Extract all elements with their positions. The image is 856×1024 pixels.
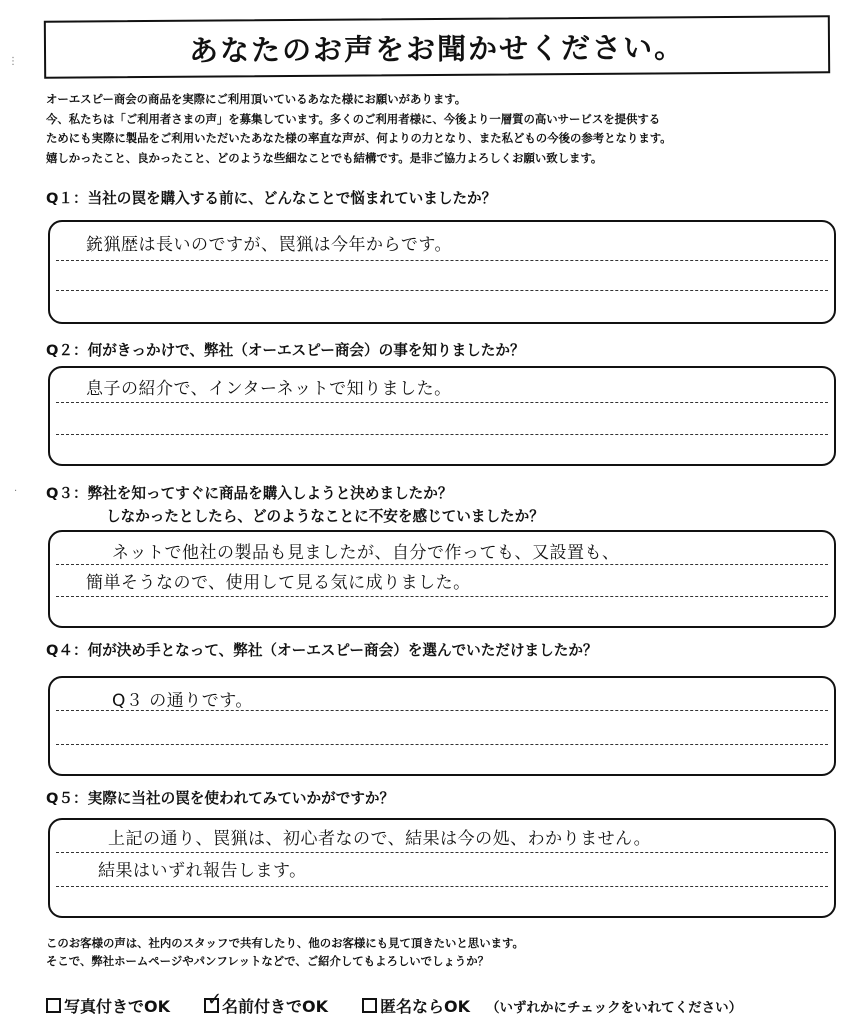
answer-2-text-1: 息子の紹介で、インターネットで知りました。 xyxy=(86,379,452,399)
intro-line: 今、私たちは「ご利用者さまの声」を募集しています。多くのご利用者様に、今後より一層質の高いサービスを提供する xyxy=(46,111,661,126)
answer-3-text-2: 簡単そうなので、使用して見る気に成りました。 xyxy=(86,573,471,593)
page-title: あなたのお声をお聞かせください。 xyxy=(188,29,686,68)
intro-text xyxy=(46,90,836,168)
answer-4-text-1: Q３ の通りです。 xyxy=(112,691,253,711)
answer-1-text-1: 銃猟歴は長いのですが、罠猟は今年からです。 xyxy=(86,235,452,255)
question-1-label: Q１：当社の罠を購入する前に、どんなことで悩まれていましたか？ xyxy=(46,190,497,207)
answer-2-box[interactable] xyxy=(48,366,836,466)
intro-line: 嬉しかったこと、良かったこと、どのような些細なことでも結構です。是非ご協力よろしくお願い致します。 xyxy=(46,150,603,165)
answer-line xyxy=(56,402,828,403)
checkbox-photo[interactable] xyxy=(46,998,61,1013)
answer-line xyxy=(56,434,828,435)
question-3-label-line-2: しなかったとしたら、どのようなことに不安を感じていましたか？ xyxy=(106,508,544,525)
intro-line: ためにも実際に製品をご利用いただいたあなた様の率直な声が、何よりの力となり、また私どもの今後の参考となります。 xyxy=(46,131,672,145)
answer-line xyxy=(56,744,828,745)
answer-line xyxy=(56,852,828,853)
answer-5-text-2: 結果はいずれ報告します。 xyxy=(98,861,307,881)
question-3-label: Q３：弊社を知ってすぐに商品を購入しようと決めましたか？ xyxy=(46,485,453,502)
option-name-ok[interactable] xyxy=(204,989,329,1017)
answer-4-box[interactable] xyxy=(48,676,836,776)
consent-options xyxy=(46,989,743,1017)
answer-3-text-1: ネットで他社の製品も見ましたが、自分で作っても、又設置も、 xyxy=(112,543,620,563)
answer-line xyxy=(56,290,828,291)
options-note: （いずれかにチェックをいれてください） xyxy=(486,999,743,1016)
question-2-label: Q２：何がきっかけで、弊社（オーエスピー商会）の事を知りましたか？ xyxy=(46,342,525,359)
option-label: 名前付きでOK xyxy=(222,997,329,1016)
check-mark-icon: ✓ xyxy=(207,989,223,1010)
answer-line xyxy=(56,596,828,597)
answer-3-box[interactable] xyxy=(48,530,836,628)
question-4-label: Q４：何が決め手となって、弊社（オーエスピー商会）を選んでいただけましたか？ xyxy=(46,642,598,659)
answer-line xyxy=(56,886,828,887)
question-5-label: Q５：実際に当社の罠を使われてみていかがですか？ xyxy=(46,790,395,807)
answer-1-box[interactable] xyxy=(48,220,836,324)
scan-speck: ⋮ xyxy=(8,56,18,67)
consent-text xyxy=(46,934,524,970)
answer-5-text-1: 上記の通り、罠猟は、初心者なので、結果は今の処、わかりません。 xyxy=(108,829,652,849)
answer-5-box[interactable] xyxy=(48,818,836,918)
option-photo-ok[interactable] xyxy=(46,994,170,1017)
answer-line xyxy=(56,260,828,261)
checkbox-anonymous[interactable] xyxy=(362,998,377,1013)
scan-speck: · xyxy=(14,486,18,497)
checkbox-name[interactable] xyxy=(204,989,223,1013)
option-label: 匿名ならOK xyxy=(380,997,471,1016)
consent-line: このお客様の声は、社内のスタッフで共有したり、他のお客様にも見て頂きたいと思います。 xyxy=(46,936,524,950)
option-anonymous-ok[interactable] xyxy=(362,994,470,1017)
title-box xyxy=(44,15,830,78)
answer-line xyxy=(56,564,828,565)
consent-line: そこで、弊社ホームページやパンフレットなどで、ご紹介してもよろしいでしょうか？ xyxy=(46,954,489,968)
option-label: 写真付きでOK xyxy=(64,997,171,1016)
intro-line: オーエスピー商会の商品を実際にご利用頂いているあなた様にお願いがあります。 xyxy=(46,92,467,106)
